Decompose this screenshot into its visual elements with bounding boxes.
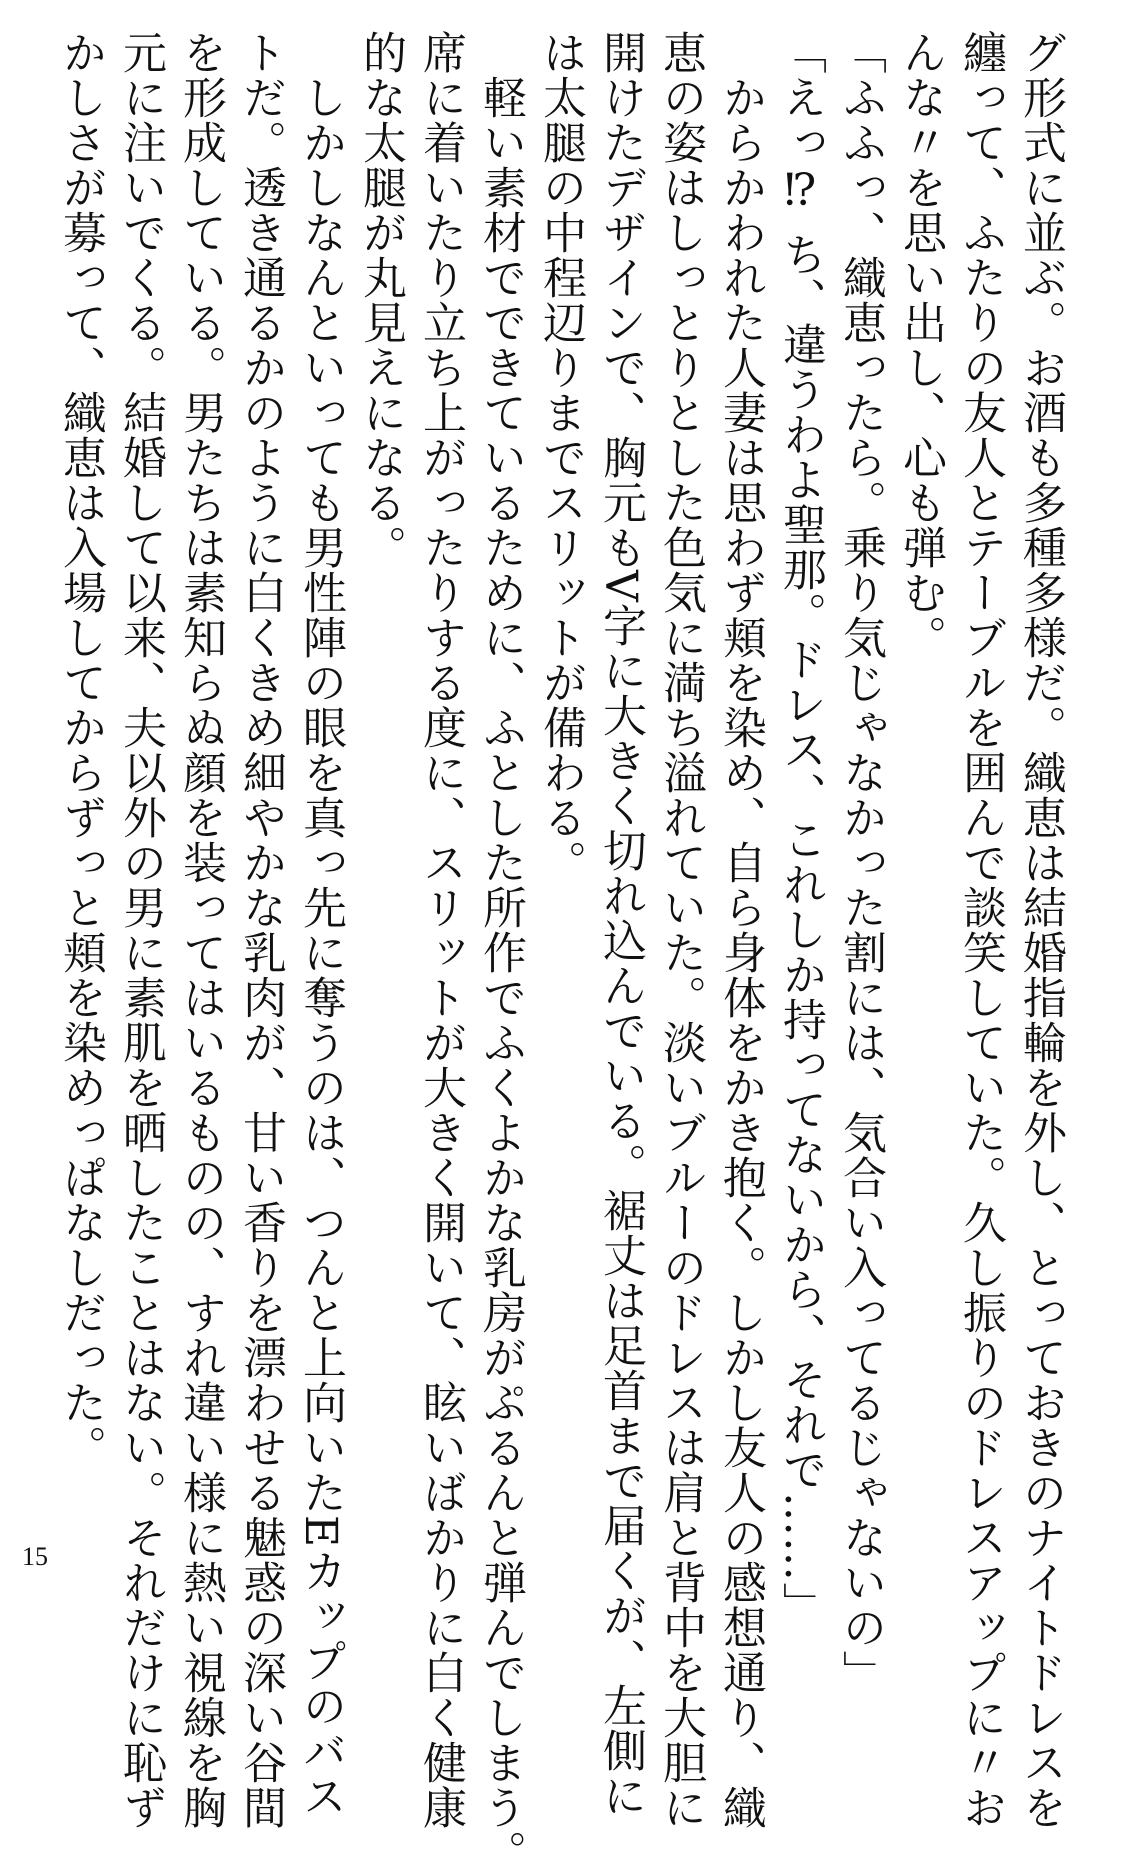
text-line: は太腿の中程辺りまでスリットが備わる。 xyxy=(535,30,586,885)
vertical-text-block xyxy=(50,30,1070,1875)
text-line: しかしなんといっても男性陣の眼を真っ先に奪うのは、つんと上向いたEカップのバス xyxy=(295,30,346,1819)
dialogue-line: 「ふふっ、織恵ったら。乗り気じゃなかった割には、気合い入ってるじゃないの」 xyxy=(835,30,886,1695)
dialogue-line: 「えっ⁉ ち、違うわよ聖那。ドレス、これしか持ってないから、それで……」 xyxy=(775,30,826,1627)
text-line: 恵の姿はしっとりとした色気に満ち溢れていた。淡いブルーのドレスは肩と背中を大胆に xyxy=(655,30,706,1830)
text-line: 元に注いでくる。結婚して以来、夫以外の男に素肌を晒したことはない。それだけに恥ず xyxy=(115,30,166,1830)
text-line: 席に着いたり立ち上がったりする度に、スリットが大きく開いて、眩いばかりに白く健康 xyxy=(415,30,466,1830)
text-line: 開けたデザインで、胸元もV字に大きく切れ込んでいる。裾丈は足首まで届くが、左側に xyxy=(595,30,646,1818)
text-line: 纏って、ふたりの友人とテーブルを囲んで談笑していた。久し振りのドレスアップに〃お xyxy=(955,30,1006,1830)
text-line: トだ。透き通るかのように白くきめ細やかな乳肉が、甘い香りを漂わせる魅惑の深い谷間 xyxy=(235,30,286,1830)
page-number: 15 xyxy=(22,1542,48,1571)
text-line: からかわれた人妻は思わず頬を染め、自ら身体をかき抱く。しかし友人の感想通り、織 xyxy=(715,30,766,1830)
text-line: んな〃を思い出し、心も弾む。 xyxy=(895,30,946,660)
text-line: 軽い素材でできているために、ふとした所作でふくよかな乳房がぷるんと弾んでしまう。 xyxy=(475,30,526,1875)
text-line: を形成している。男たちは素知らぬ顔を装ってはいるものの、すれ違い様に熱い視線を胸 xyxy=(175,30,226,1830)
text-line: グ形式に並ぶ。お酒も多種多様だ。織恵は結婚指輪を外し、とっておきのナイトドレスを xyxy=(1015,30,1066,1830)
text-line: かしさが募って、織恵は入場してからずっと頬を染めっぱなしだった。 xyxy=(55,30,106,1470)
text-line: 的な太腿が丸見えになる。 xyxy=(355,30,406,570)
